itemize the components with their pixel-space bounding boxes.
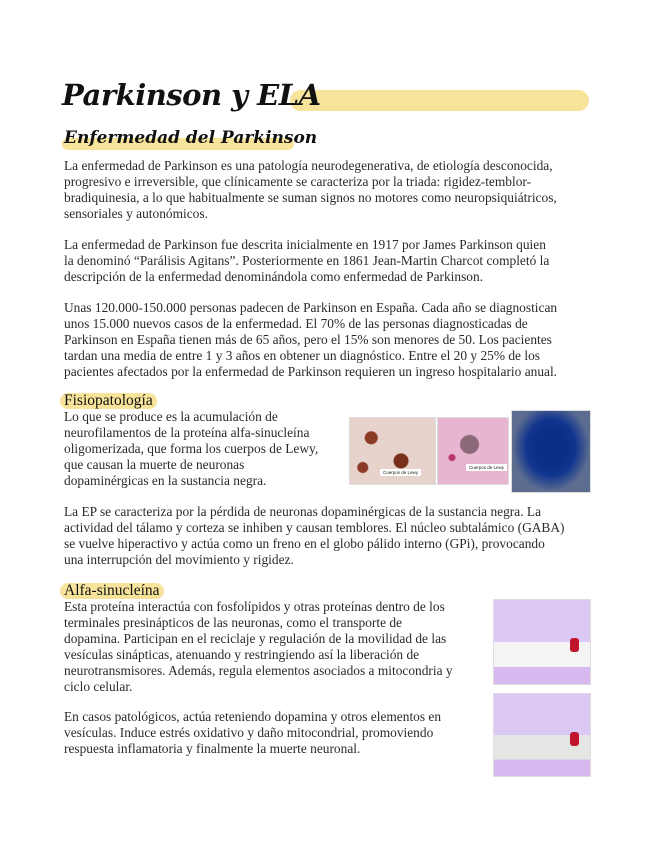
text-line: La enfermedad de Parkinson es una patología neurodegenerativa, de etiología desconocida, [64, 158, 553, 173]
text-line: En casos patológicos, actúa reteniendo dopamina y otros elementos en [64, 709, 442, 724]
alfa-paragraph-2 [64, 709, 441, 757]
text-line: progresivo e irreversible, que clínicamente se caracteriza por la triada: rigidez-temblor- [64, 174, 532, 189]
section-title: Enfermedad del Parkinson [64, 128, 318, 148]
text-line: respuesta inflamatoria y finalmente la muerte neuronal. [64, 741, 361, 756]
alfa-sinucleina-heading: Alfa-sinucleína [60, 583, 164, 599]
text-line: unos 15.000 nuevos casos de la enfermedad. El 70% de las personas diagnosticadas de [64, 316, 528, 331]
text-line: neurofilamentos de la proteína alfa-sinucleína [64, 425, 310, 440]
text-line: Unas 120.000-150.000 personas padecen de Parkinson en España. Cada año se diagnostican [64, 300, 558, 315]
text-line: Parkinson en España tienen más de 65 años, pero el 15% son menores de 50. Los pacientes [64, 332, 552, 347]
image-label: Cuerpos de Lewy [466, 464, 507, 471]
text-line: pacientes afectados por la enfermedad de Parkinson requieren un ingreso hospitalario anual. [64, 364, 558, 379]
transporter-icon [570, 732, 579, 746]
text-line: oligomerizada, que forma los cuerpos de Lewy, [64, 441, 319, 456]
text-line: neurotransmisores. Además, regula elementos asociados a mitocondria y [64, 663, 453, 678]
text-line: que causan la muerte de neuronas [64, 457, 245, 472]
text-line: Lo que se produce es la acumulación de [64, 409, 278, 424]
fisio-paragraph-1 [64, 409, 318, 489]
text-line: bradiquinesia, a lo que habitualmente se suman signos no motores como neuropsiquiátricos, [64, 190, 557, 205]
intro-paragraph-2 [64, 237, 549, 285]
intro-paragraph-1 [64, 158, 557, 222]
text-line: vesículas sinápticas, atenuando y restringiendo así la liberación de [64, 647, 420, 662]
text-line: La EP se caracteriza por la pérdida de neuronas dopaminérgicas de la sustancia negra. La [64, 504, 542, 519]
text-line: la denominó “Parálisis Agitans”. Posteriormente en 1861 Jean-Martin Charcot completó la [64, 253, 550, 268]
text-line: actividad del tálamo y corteza se inhiben y causan temblores. El núcleo subtalámico (GABA) [64, 520, 565, 535]
intro-paragraph-3 [64, 300, 557, 380]
text-line: dopamina. Participan en el reciclaje y regulación de la movilidad de las [64, 631, 447, 646]
lewy-bodies-histology-image-1 [349, 417, 436, 485]
text-line: descripción de la enfermedad denominándola como enfermedad de Parkinson. [64, 269, 484, 284]
text-line: terminales presinápticos de las neuronas, como el transporte de [64, 615, 403, 630]
synapse-diagram-normal [493, 599, 591, 685]
transporter-icon [570, 638, 579, 652]
fisio-paragraph-2 [64, 504, 565, 568]
text-line: Esta proteína interactúa con fosfolípidos y otras proteínas dentro de los [64, 599, 445, 614]
image-label: Cuerpos de Lewy [380, 469, 421, 476]
lewy-bodies-histology-image-2 [437, 417, 509, 485]
text-line: dopaminérgicas en la sustancia negra. [64, 473, 267, 488]
text-line: se vuelve hiperactivo y actúa como un freno en el globo pálido interno (GPi), provocando [64, 536, 545, 551]
alfa-paragraph-1 [64, 599, 453, 695]
text-line: tardan una media de entre 1 y 3 años en obtener un diagnóstico. Entre el 20 y 25% de los [64, 348, 540, 363]
text-line: ciclo celular. [64, 679, 133, 694]
fisiopatologia-heading: Fisiopatología [60, 393, 157, 409]
text-line: una interrupción del movimiento y rigidez. [64, 552, 294, 567]
text-line: La enfermedad de Parkinson fue descrita inicialmente en 1917 por James Parkinson quien [64, 237, 546, 252]
title-highlight-bar [290, 90, 589, 111]
text-line: vesículas. Induce estrés oxidativo y daño mitocondrial, promoviendo [64, 725, 434, 740]
synapse-diagram-pathologic [493, 693, 591, 777]
neuron-diagram-image [511, 410, 591, 493]
page-title: Parkinson y ELA [62, 78, 321, 112]
text-line: sensoriales y autonómicos. [64, 206, 208, 221]
